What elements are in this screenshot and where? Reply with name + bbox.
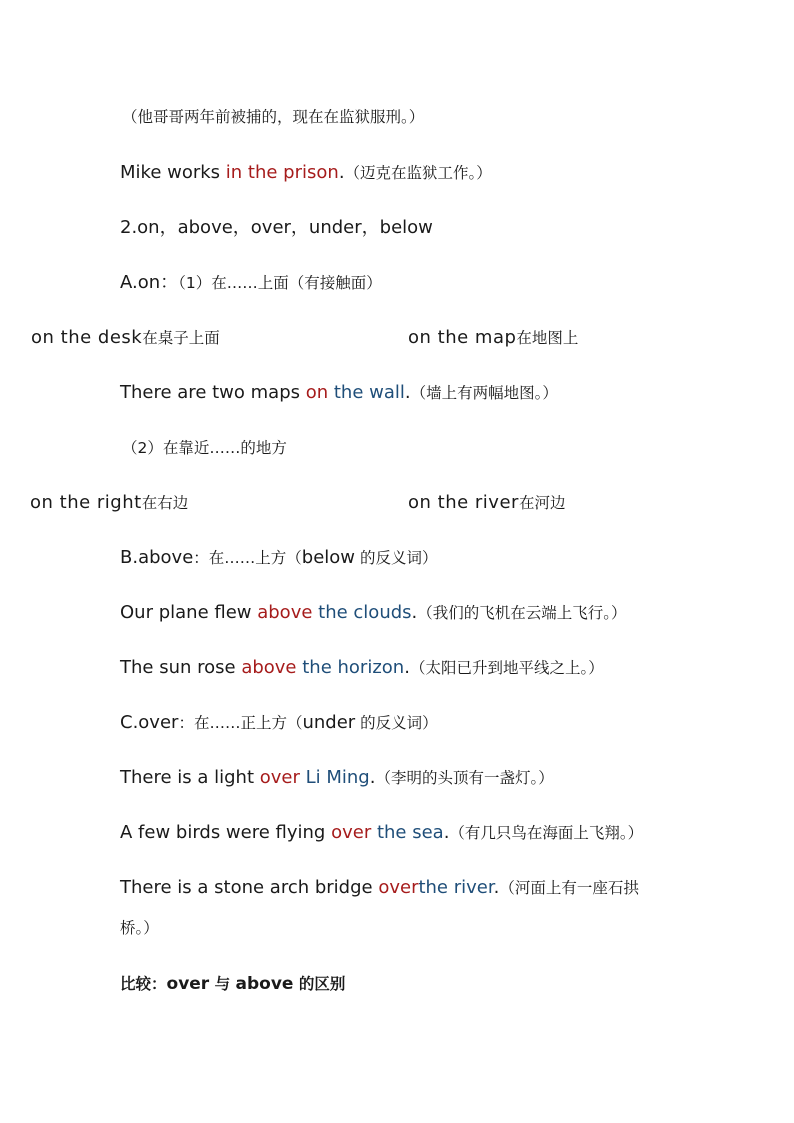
english-punct: . [404,382,411,403]
highlight-preposition: above [241,657,297,678]
heading-text: 2.on，above，over，under，below [120,217,433,238]
example-birds-sea [120,821,643,845]
english-text: B.above [120,547,194,568]
highlight-object: the clouds [312,602,412,623]
highlight-object: the wall [328,382,405,403]
subheading-over [120,711,438,735]
english-punct: . [411,602,418,623]
phrase-en: on the river [408,492,519,513]
english-text: Our plane flew [120,602,258,623]
example-mike-prison [120,161,492,185]
phrase-second [408,326,578,350]
highlight-preposition: above [257,602,313,623]
phrase-en: on the desk [31,327,143,348]
phrase-zh: 在桌子上面 [142,329,220,347]
chinese-translation: （有几只鸟在海面上飞翔。） [449,824,644,842]
subheading-above [120,546,437,570]
chinese-text: 桥。） [120,919,159,937]
chinese-translation: （河面上有一座石拱 [499,879,639,897]
phrase-en: on the map [408,327,517,348]
chinese-text: 的反义词） [355,549,438,567]
english-text: A.on： [120,272,179,293]
chinese-text: 与 [209,975,236,993]
chinese-translation: （太阳已升到地平线之上。） [409,659,604,677]
highlight-preposition: on [305,382,329,403]
section-heading-prepositions [120,216,433,240]
example-sun-horizon [120,656,604,680]
example-light-liming [120,766,554,790]
subheading-near [122,436,287,460]
highlight-phrase: in the prison [225,162,339,183]
english-punct: . [369,767,376,788]
phrase-pair-right-river [30,491,770,515]
phrase-en: on the right [30,492,142,513]
comparison-heading [120,972,345,996]
chinese-text: （1）在……上面（有接触面） [178,274,382,292]
sentence-translation-brother [122,105,424,129]
highlight-object: the sea [371,822,444,843]
english-punct: . [493,877,500,898]
chinese-text: ：在……上方（ [193,549,302,567]
example-bridge-continuation [120,916,159,940]
english-text: There are two maps [120,382,306,403]
english-punct: . [404,657,410,678]
english-text: A few birds were flying [120,822,332,843]
english-punct: . [338,162,345,183]
phrase-zh: 在河边 [518,494,566,512]
chinese-translation: （迈克在监狱工作。） [344,164,492,182]
chinese-translation: （我们的飞机在云端上飞行。） [417,604,627,622]
english-text: There is a light [120,767,260,788]
chinese-text: 的区别 [293,975,346,993]
phrase-pair-desk-map [31,326,771,350]
phrase-second [408,491,565,515]
chinese-translation: （李明的头顶有一盏灯。） [375,769,554,787]
highlight-object: the horizon [296,657,405,678]
english-word: above [235,974,294,994]
example-plane-clouds [120,601,627,625]
english-punct: . [443,822,450,843]
english-word: under [302,712,356,733]
example-bridge-river [120,876,639,900]
example-maps-wall [120,381,558,405]
highlight-preposition: over [259,767,300,788]
highlight-preposition: over [378,877,419,898]
english-text: Mike works [120,162,226,183]
highlight-object: Li Ming [299,767,370,788]
english-text: There is a stone arch bridge [120,877,379,898]
chinese-text: 比较： [120,975,167,993]
highlight-preposition: over [331,822,372,843]
english-word: below [301,547,356,568]
chinese-text: （2）在靠近……的地方 [122,439,287,457]
english-word: over [166,974,210,994]
chinese-translation: （墙上有两幅地图。） [410,384,558,402]
chinese-text: 的反义词） [355,714,438,732]
phrase-zh: 在右边 [141,494,189,512]
chinese-text: （他哥哥两年前被捕的，现在在监狱服刑。） [122,108,425,126]
english-text: The sun rose [120,657,242,678]
chinese-text: ：在……正上方（ [178,714,303,732]
subheading-on [120,271,382,295]
phrase-zh: 在地图上 [516,329,579,347]
english-text: C.over [120,712,179,733]
highlight-object: the river [418,877,494,898]
